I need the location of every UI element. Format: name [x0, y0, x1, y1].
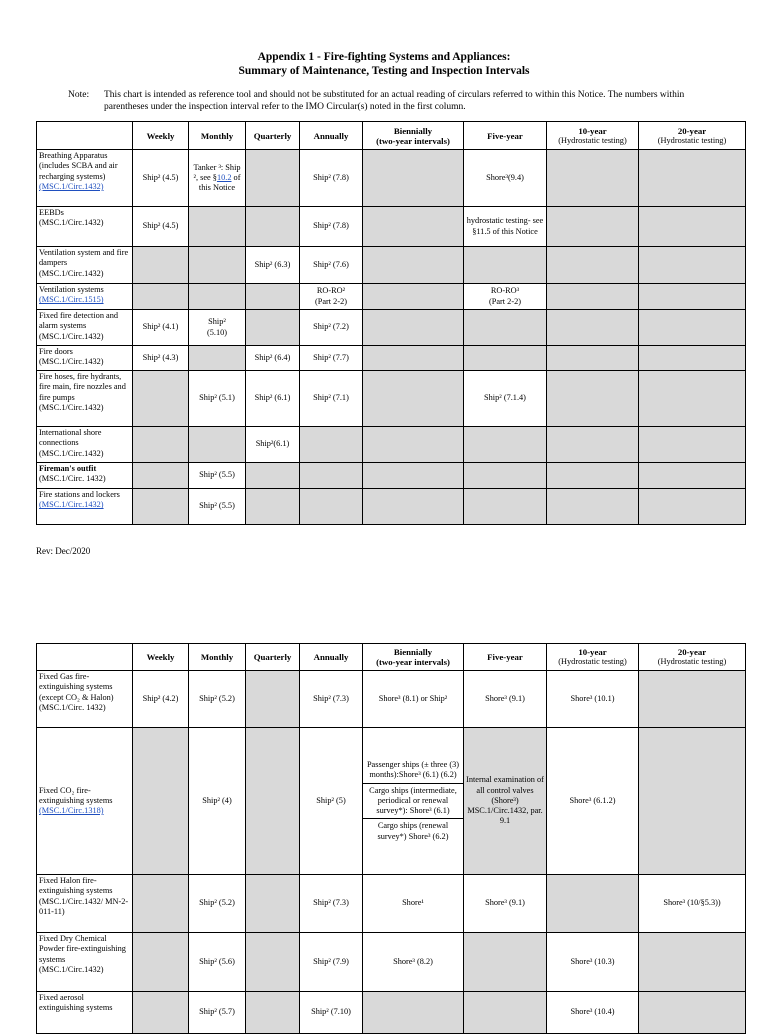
- cell-five-year: Shore³(9.4): [464, 150, 547, 207]
- header-monthly: Monthly: [189, 122, 246, 150]
- cell-monthly-line-1: Ship²: [208, 317, 226, 327]
- cell-biennially: [363, 463, 464, 489]
- header-monthly: Monthly: [189, 644, 246, 671]
- cell-five-year-line-2: (Part 2-2): [488, 296, 522, 306]
- cell-monthly: Ship² (5.2): [189, 875, 246, 933]
- cell-five-year: [464, 247, 547, 284]
- cell-annually: Ship² (7.1): [300, 371, 363, 427]
- header-twenty-year: [639, 644, 746, 671]
- header-ten-year-label: 10-year: [578, 125, 607, 136]
- system-name: Fixed fire detection and alarm systems: [39, 311, 119, 331]
- cell-weekly: [133, 371, 189, 427]
- note: [68, 89, 708, 113]
- cell-annually: Ship² (7.3): [300, 671, 363, 728]
- table-row: [37, 992, 746, 1034]
- row-name: [37, 463, 133, 489]
- cell-ten-year: [547, 489, 639, 525]
- circular-link[interactable]: (MSC.1/Circ.1318): [39, 806, 104, 816]
- cell-biennially: [363, 346, 464, 371]
- header-system: [37, 122, 133, 150]
- header-five-year: Five-year: [464, 644, 547, 671]
- row-name: [37, 284, 133, 310]
- system-name: Fixed Gas fire-extinguishing systems (except CO₂ & Halon): [39, 672, 114, 702]
- cell-monthly: [189, 247, 246, 284]
- cell-quarterly: [246, 150, 300, 207]
- intervals-table-2: [36, 643, 746, 1034]
- cell-quarterly: Ship²(6.1): [246, 427, 300, 463]
- cell-ten-year: [547, 284, 639, 310]
- cell-quarterly: [246, 310, 300, 346]
- cell-quarterly: Ship² (6.4): [246, 346, 300, 371]
- system-name: Ventilation systems: [39, 285, 104, 294]
- cell-five-year: Ship² (7.1.4): [464, 371, 547, 427]
- cell-quarterly: [246, 671, 300, 728]
- cell-weekly: Ship² (4.5): [133, 150, 189, 207]
- header-annually: Annually: [300, 122, 363, 150]
- cell-annually: Ship² (7.10): [300, 992, 363, 1034]
- cell-weekly: [133, 284, 189, 310]
- revision-note: Rev: Dec/2020: [36, 546, 91, 556]
- header-row: [37, 122, 746, 150]
- cell-weekly: [133, 247, 189, 284]
- cell-five-year: [464, 489, 547, 525]
- cell-five-year: [464, 933, 547, 992]
- cell-five-year: [464, 427, 547, 463]
- cell-twenty-year: [639, 992, 746, 1034]
- cell-biennially: [363, 207, 464, 247]
- cell-ten-year: [547, 875, 639, 933]
- cell-annually: Ship² (7.3): [300, 875, 363, 933]
- header-five-year: Five-year: [464, 122, 547, 150]
- cell-five-year: Shore³ (9.1): [464, 875, 547, 933]
- cell-five-year: [464, 463, 547, 489]
- row-name: [37, 728, 133, 875]
- cell-twenty-year: [639, 310, 746, 346]
- cell-weekly: Ship² (4.3): [133, 346, 189, 371]
- header-biennially-label: Biennially: [393, 647, 433, 657]
- circular-ref: (MSC.1/Circ.1432): [39, 218, 104, 228]
- circular-ref: (MSC.1/Circ.1432): [39, 357, 104, 367]
- cell-quarterly: [246, 489, 300, 525]
- cell-ten-year: [547, 346, 639, 371]
- header-twenty-year-sub: (Hydrostatic testing): [657, 135, 727, 145]
- row-name: [37, 371, 133, 427]
- circular-ref: (MSC.1/Circ.1432): [39, 448, 104, 458]
- cell-twenty-year: [639, 346, 746, 371]
- cell-annually: Ship² (7.8): [300, 150, 363, 207]
- circular-link[interactable]: (MSC.1/Circ.1432): [39, 500, 104, 510]
- system-name: Fixed aerosol extinguishing systems: [39, 993, 113, 1013]
- cell-annually: [300, 427, 363, 463]
- cell-biennially: [363, 310, 464, 346]
- header-annually: Annually: [300, 644, 363, 671]
- cell-monthly: [189, 310, 246, 346]
- cell-annually: Ship² (7.2): [300, 310, 363, 346]
- title-line-2: Summary of Maintenance, Testing and Inspection Intervals: [238, 65, 530, 77]
- cell-weekly: [133, 728, 189, 875]
- system-name: Fire hoses, fire hydrants, fire main, fire nozzles and fire pumps: [39, 372, 126, 402]
- circular-link[interactable]: (MSC.1/Circ.1515): [39, 295, 104, 305]
- header-weekly: Weekly: [133, 122, 189, 150]
- cell-biennially: [363, 247, 464, 284]
- circular-ref: (MSC.1/Circ.1432): [39, 331, 104, 341]
- table-row: [37, 463, 746, 489]
- circular-ref: (MSC.1/Circ. 1432): [39, 702, 106, 712]
- header-ten-year: [547, 644, 639, 671]
- cell-monthly-text: Tanker ³: Ship ², see §: [193, 162, 241, 182]
- table-row: [37, 371, 746, 427]
- cell-five-year: [464, 992, 547, 1034]
- cell-ten-year: [547, 207, 639, 247]
- cell-monthly: Ship² (5.1): [189, 371, 246, 427]
- cell-ten-year: Shore³ (10.4): [547, 992, 639, 1034]
- cell-ten-year: Shore³ (6.1.2): [547, 728, 639, 875]
- header-weekly: Weekly: [133, 644, 189, 671]
- cell-five-year: Internal examination of all control valves (Shore³) MSC.1/Circ.1432, par. 9.1: [464, 728, 547, 875]
- circular-ref: (MSC.1/Circ. 1432): [39, 474, 106, 484]
- intervals-table-1: [36, 121, 746, 525]
- cell-biennially: [363, 489, 464, 525]
- cell-twenty-year: Shore³ (10/§5.3)): [639, 875, 746, 933]
- cell-weekly: [133, 489, 189, 525]
- row-name: [37, 150, 133, 207]
- cell-biennially: [363, 284, 464, 310]
- cell-weekly: [133, 992, 189, 1034]
- circular-link[interactable]: (MSC.1/Circ.1432): [39, 181, 104, 191]
- row-name: [37, 310, 133, 346]
- cell-monthly: [189, 427, 246, 463]
- cell-annually: Ship² (7.8): [300, 207, 363, 247]
- header-system: [37, 644, 133, 671]
- system-name: Fixed Halon fire-extinguishing systems: [39, 876, 113, 896]
- cell-quarterly: [246, 284, 300, 310]
- row-name: [37, 427, 133, 463]
- row-name: [37, 247, 133, 284]
- cell-twenty-year: [639, 427, 746, 463]
- cell-twenty-year: [639, 207, 746, 247]
- table-row: [37, 310, 746, 346]
- biennial-passenger-ships: Passenger ships (± three (3) months):Shore³ (6.1) (6.2): [363, 758, 463, 784]
- cell-quarterly: [246, 207, 300, 247]
- system-name: Fixed CO₂ fire-extinguishing systems: [39, 785, 113, 805]
- cell-monthly: Ship² (5.7): [189, 992, 246, 1034]
- row-name: [37, 992, 133, 1034]
- cell-monthly: [189, 150, 246, 207]
- cell-biennially: [363, 150, 464, 207]
- cell-weekly: [133, 933, 189, 992]
- table-row: [37, 728, 746, 875]
- header-biennially-sub: (two-year intervals): [376, 135, 450, 146]
- system-name: Fixed Dry Chemical Powder fire-extinguishing systems: [39, 934, 126, 964]
- cell-biennially: Shore¹: [363, 875, 464, 933]
- cell-biennially: [363, 728, 464, 875]
- row-name: [37, 489, 133, 525]
- header-row: [37, 644, 746, 671]
- header-biennially: [363, 122, 464, 150]
- cell-ten-year: [547, 150, 639, 207]
- cell-annually: Ship² (7.9): [300, 933, 363, 992]
- table-row: [37, 489, 746, 525]
- cell-five-year-line-1: RO-RO³: [490, 286, 520, 296]
- header-ten-year-label: 10-year: [578, 647, 607, 657]
- system-name: Breathing Apparatus (includes SCBA and air recharging systems): [39, 151, 118, 181]
- row-name: [37, 933, 133, 992]
- note-label: Note:: [68, 90, 90, 100]
- header-biennially: [363, 644, 464, 671]
- cell-weekly: [133, 875, 189, 933]
- cell-twenty-year: [639, 489, 746, 525]
- circular-ref: (MSC.1/Circ.1432/ MN-2-011-11): [39, 896, 129, 916]
- header-twenty-year-sub: (Hydrostatic testing): [657, 657, 727, 666]
- cell-weekly: Ship² (4.1): [133, 310, 189, 346]
- system-name: International shore connections: [39, 428, 102, 448]
- header-ten-year-sub: (Hydrostatic testing): [558, 135, 627, 145]
- cell-quarterly: [246, 875, 300, 933]
- cell-quarterly: Ship² (6.1): [246, 371, 300, 427]
- header-ten-year: [547, 122, 639, 150]
- table-row: [37, 875, 746, 933]
- system-name: EEBDs: [39, 208, 64, 217]
- cell-twenty-year: [639, 150, 746, 207]
- cell-ten-year: [547, 310, 639, 346]
- cell-twenty-year: [639, 463, 746, 489]
- row-name: [37, 207, 133, 247]
- cell-twenty-year: [639, 247, 746, 284]
- cell-annually-line-1: RO-RO²: [316, 286, 346, 296]
- cell-ten-year: [547, 427, 639, 463]
- cell-ten-year: [547, 463, 639, 489]
- cell-monthly: [189, 207, 246, 247]
- cell-annually: [300, 463, 363, 489]
- cell-weekly: [133, 463, 189, 489]
- header-quarterly: Quarterly: [246, 122, 300, 150]
- cell-quarterly: [246, 933, 300, 992]
- header-biennially-label: Biennially: [393, 125, 433, 136]
- cell-ten-year: Shore³ (10.1): [547, 671, 639, 728]
- cell-annually-line-2: (Part 2-2): [314, 296, 348, 306]
- cell-annually: Ship² (7.6): [300, 247, 363, 284]
- cell-five-year: [464, 284, 547, 310]
- system-name: Fireman's outfit: [39, 464, 97, 473]
- header-ten-year-sub: (Hydrostatic testing): [558, 657, 627, 666]
- header-quarterly: Quarterly: [246, 644, 300, 671]
- cell-annually: Ship² (7.7): [300, 346, 363, 371]
- title-line-1: Appendix 1 - Fire-fighting Systems and Appliances:: [257, 51, 511, 63]
- biennial-cargo-ships-intermediate: Cargo ships (intermediate, periodical or renewal survey*): Shore³ (6.1): [363, 784, 463, 820]
- header-twenty-year: [639, 122, 746, 150]
- cell-monthly-line-2: (5.10): [206, 327, 228, 337]
- cell-five-year: Shore³ (9.1): [464, 671, 547, 728]
- cell-biennially: Shore³ (8.1) or Ship²: [363, 671, 464, 728]
- cell-ten-year: Shore³ (10.3): [547, 933, 639, 992]
- system-name: Ventilation system and fire dampers: [39, 248, 129, 268]
- table-row: [37, 346, 746, 371]
- cell-monthly: Ship² (5.2): [189, 671, 246, 728]
- section-link[interactable]: 10.2: [216, 172, 232, 182]
- cell-quarterly: [246, 992, 300, 1034]
- page-title: [0, 50, 768, 78]
- circular-ref: (MSC.1/Circ.1432): [39, 402, 104, 412]
- system-name: Fire stations and lockers: [39, 490, 120, 499]
- cell-biennially: Shore³ (8.2): [363, 933, 464, 992]
- cell-five-year: [464, 310, 547, 346]
- row-name: [37, 875, 133, 933]
- header-twenty-year-label: 20-year: [677, 125, 707, 136]
- row-name: [37, 671, 133, 728]
- cell-monthly: [189, 284, 246, 310]
- cell-quarterly: [246, 728, 300, 875]
- row-name: [37, 346, 133, 371]
- cell-annually: Ship² (5): [300, 728, 363, 875]
- note-text: This chart is intended as reference tool and should not be substituted for an actual reading of circulars referred to within this Notice. The numbers within parentheses under the inspection interval refer to the IMO Circular(s) noted in the first column.: [104, 90, 685, 112]
- cell-twenty-year: [639, 933, 746, 992]
- table-row: [37, 284, 746, 310]
- cell-annually: [300, 489, 363, 525]
- table-row: [37, 427, 746, 463]
- cell-monthly: Ship² (5.6): [189, 933, 246, 992]
- cell-ten-year: [547, 371, 639, 427]
- table-row: [37, 671, 746, 728]
- circular-ref: (MSC.1/Circ.1432): [39, 964, 104, 974]
- cell-weekly: Ship² (4.5): [133, 207, 189, 247]
- cell-twenty-year: [639, 284, 746, 310]
- system-name: Fire doors: [39, 347, 73, 356]
- cell-monthly: Ship² (4): [189, 728, 246, 875]
- cell-twenty-year: [639, 728, 746, 875]
- cell-biennially: [363, 992, 464, 1034]
- cell-biennially: [363, 371, 464, 427]
- cell-monthly: Ship² (5.5): [189, 463, 246, 489]
- biennial-cargo-ships-renewal: Cargo ships (renewal survey*) Shore³ (6.2): [377, 821, 449, 841]
- cell-quarterly: [246, 463, 300, 489]
- cell-twenty-year: [639, 371, 746, 427]
- cell-monthly: Ship² (5.5): [189, 489, 246, 525]
- cell-annually: [300, 284, 363, 310]
- cell-five-year: hydrostatic testing- see §11.5 of this Notice: [464, 207, 547, 247]
- cell-biennially: [363, 427, 464, 463]
- circular-ref: (MSC.1/Circ.1432): [39, 268, 104, 278]
- cell-monthly-text-2: of this Notice: [198, 172, 241, 193]
- cell-quarterly: Ship² (6.3): [246, 247, 300, 284]
- cell-monthly: [189, 346, 246, 371]
- cell-twenty-year: [639, 671, 746, 728]
- cell-ten-year: [547, 247, 639, 284]
- cell-weekly: Ship² (4.2): [133, 671, 189, 728]
- header-twenty-year-label: 20-year: [677, 647, 707, 657]
- table-row: [37, 207, 746, 247]
- table-row: [37, 150, 746, 207]
- table-row: [37, 247, 746, 284]
- table-row: [37, 933, 746, 992]
- cell-weekly: [133, 427, 189, 463]
- header-biennially-sub: (two-year intervals): [376, 657, 450, 667]
- cell-five-year: [464, 346, 547, 371]
